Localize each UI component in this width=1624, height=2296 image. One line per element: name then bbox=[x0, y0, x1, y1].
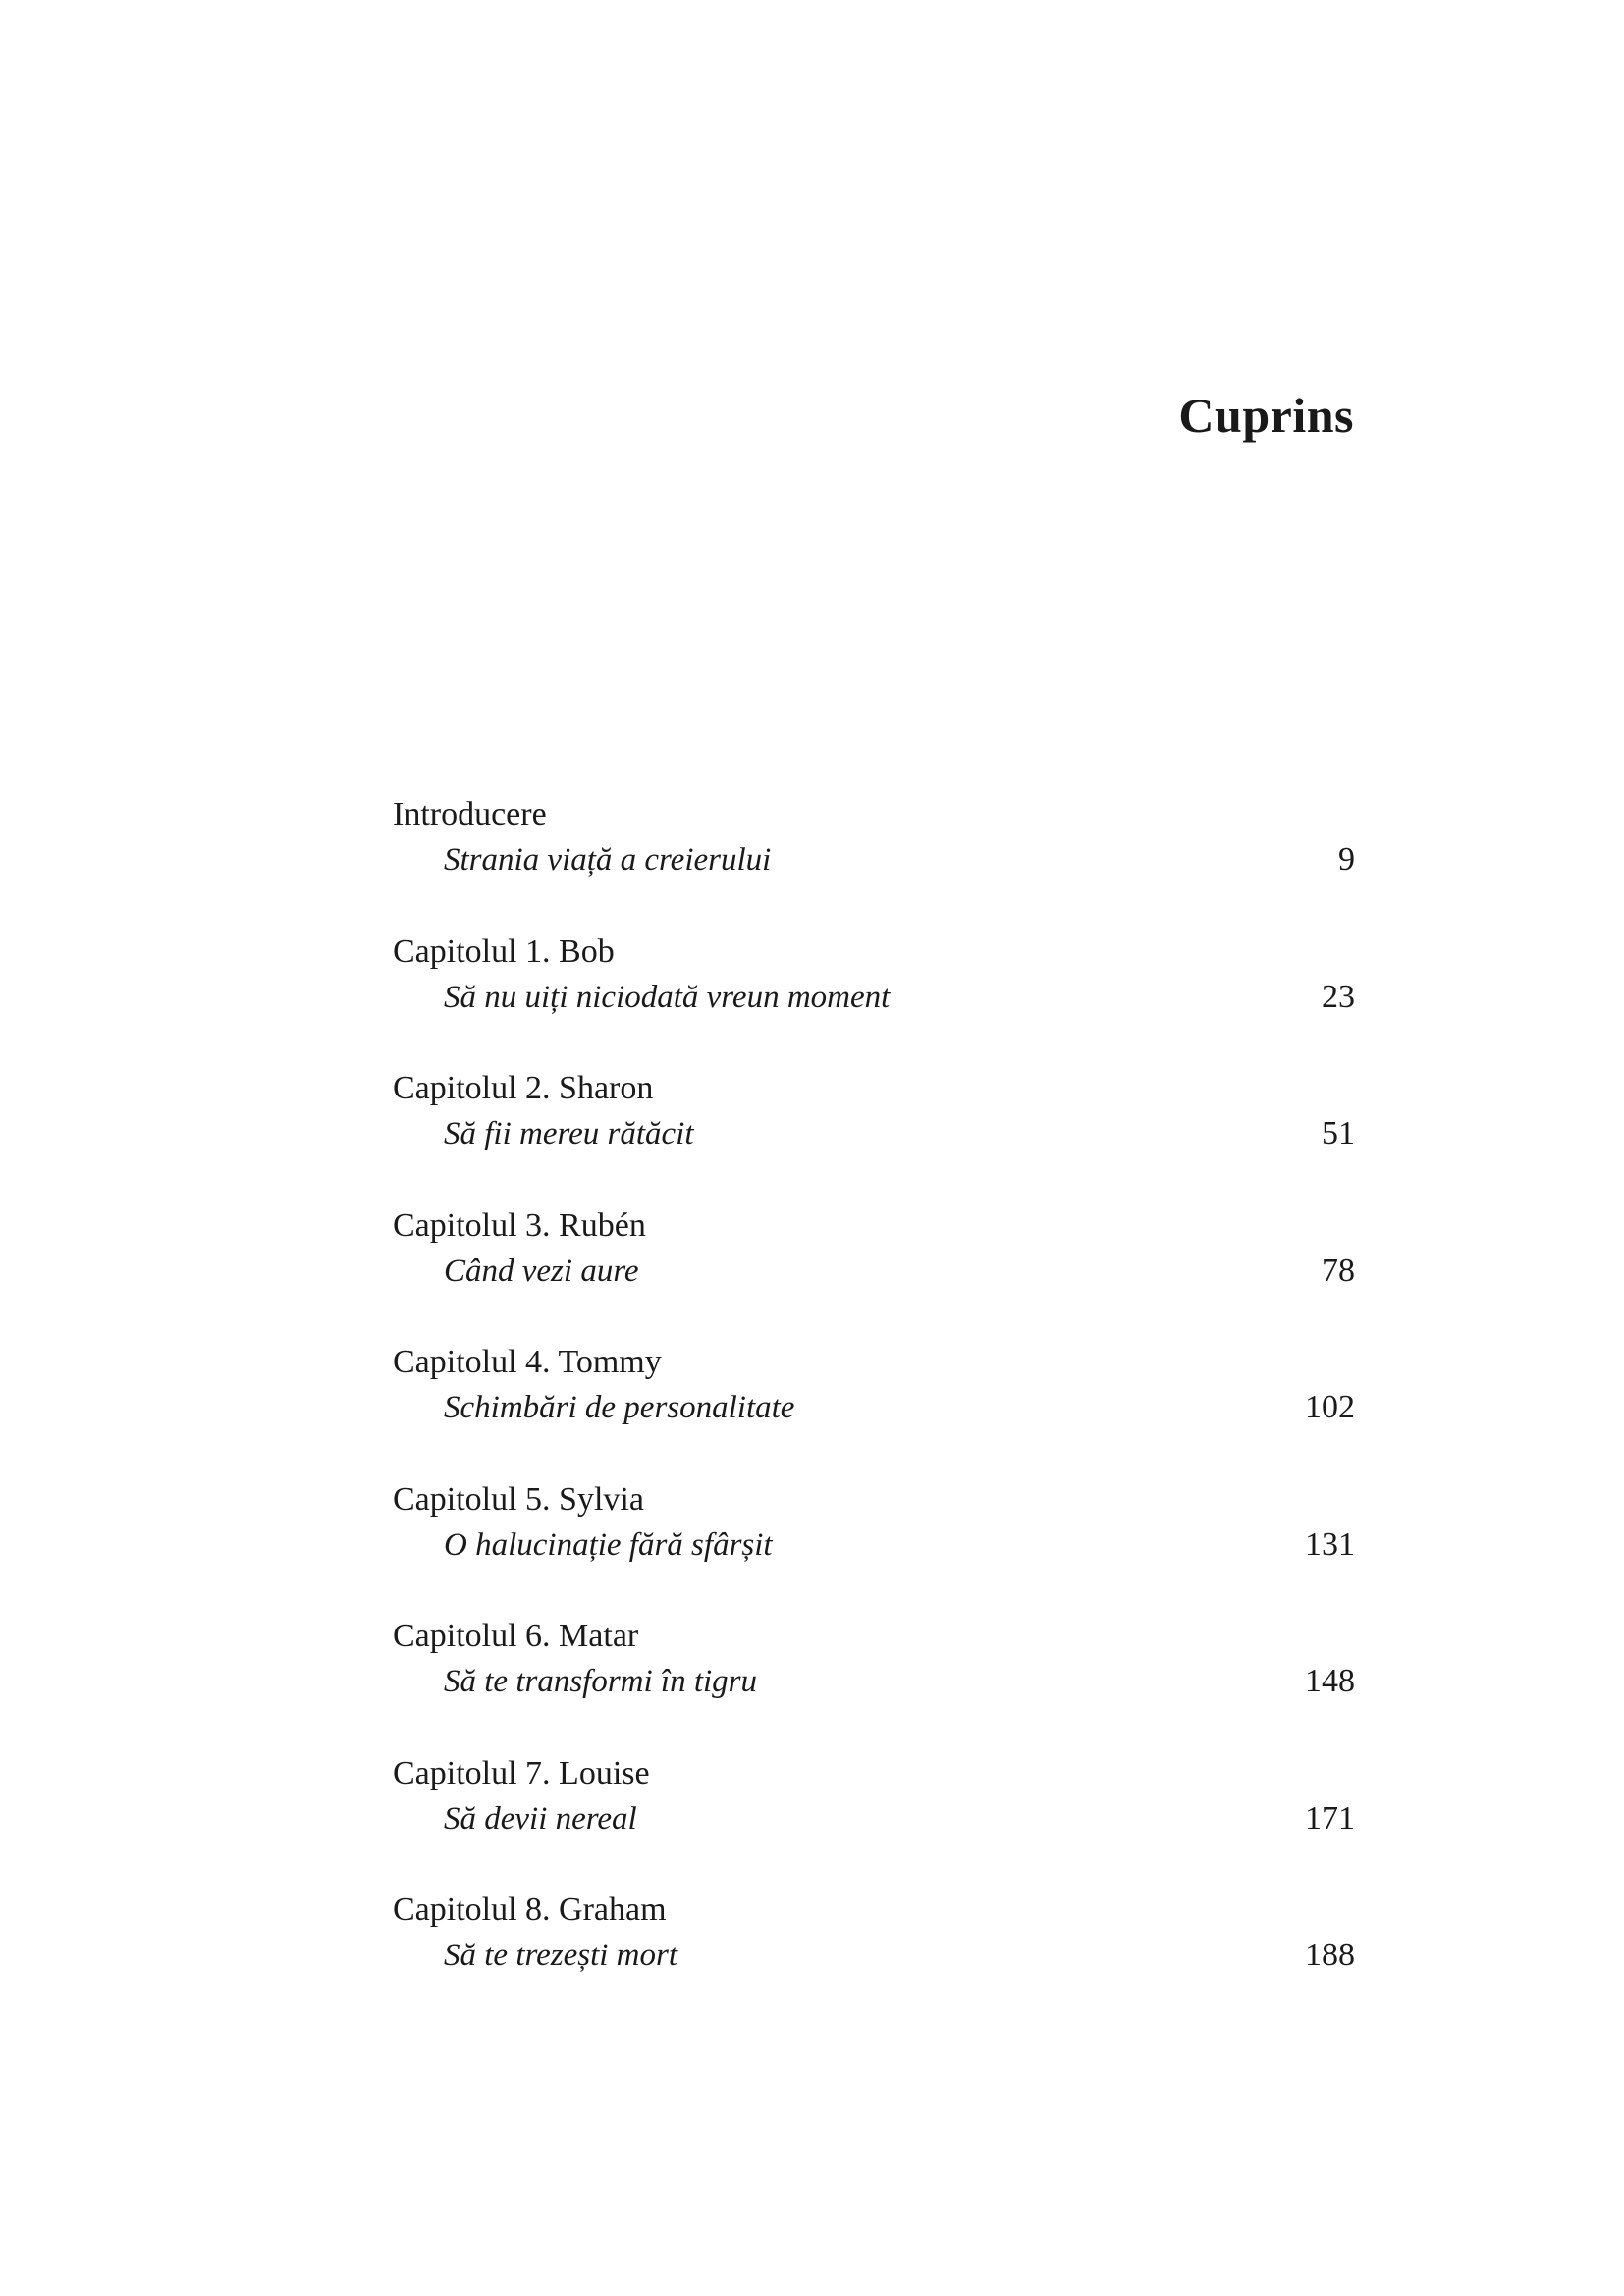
toc-entry-heading: Capitolul 4. Tommy bbox=[393, 1344, 662, 1380]
toc-entry-page-number: 171 bbox=[1305, 1799, 1355, 1837]
toc-entry-page-number: 51 bbox=[1322, 1115, 1355, 1151]
toc-entry-subtitle: Să nu uiți niciodată vreun moment bbox=[444, 979, 891, 1015]
toc-entry-chapter-4 bbox=[393, 1341, 1355, 1478]
toc-entry-chapter-6 bbox=[393, 1615, 1355, 1752]
toc-entry-subtitle: Când vezi aure bbox=[444, 1253, 639, 1289]
toc-entry-page-number: 9 bbox=[1338, 841, 1355, 878]
toc-entry-chapter-1 bbox=[393, 931, 1355, 1068]
toc-entry-heading: Capitolul 5. Sylvia bbox=[393, 1480, 644, 1518]
toc-entry-page-number: 131 bbox=[1305, 1525, 1355, 1563]
toc-entry-heading: Capitolul 8. Graham bbox=[393, 1892, 667, 1928]
toc-entry-heading: Capitolul 1. Bob bbox=[393, 933, 615, 970]
toc-entry-subtitle: Strania viață a creierului bbox=[444, 842, 772, 878]
toc-entry-subtitle: Să devii nereal bbox=[444, 1800, 637, 1837]
toc-entry-heading: Introducere bbox=[393, 796, 547, 832]
toc-entry-page-number: 148 bbox=[1305, 1663, 1355, 1699]
toc-entry-heading: Capitolul 2. Sharon bbox=[393, 1070, 654, 1106]
toc-entry-heading: Capitolul 7. Louise bbox=[393, 1754, 650, 1791]
toc-entry-page-number: 102 bbox=[1305, 1389, 1355, 1425]
toc-entry-heading: Capitolul 6. Matar bbox=[393, 1618, 639, 1654]
toc-entry-page-number: 188 bbox=[1305, 1937, 1355, 1973]
toc-entry-chapter-5 bbox=[393, 1478, 1355, 1616]
toc-entry-chapter-8 bbox=[393, 1889, 1355, 2026]
toc-entry-subtitle: Să te trezești mort bbox=[444, 1938, 678, 1973]
toc-entry-heading: Capitolul 3. Rubén bbox=[393, 1206, 646, 1244]
table-of-contents bbox=[393, 793, 1355, 2026]
toc-entry-chapter-3 bbox=[393, 1204, 1355, 1342]
toc-entry-chapter-2 bbox=[393, 1067, 1355, 1204]
toc-entry-subtitle: O halucinație fără sfârșit bbox=[444, 1526, 773, 1563]
toc-entry-subtitle: Să te transformi în tigru bbox=[444, 1664, 758, 1699]
toc-entry-chapter-7 bbox=[393, 1752, 1355, 1890]
page-title: Cuprins bbox=[1178, 388, 1354, 443]
toc-entry-subtitle: Schimbări de personalitate bbox=[444, 1390, 795, 1425]
toc-entry-page-number: 78 bbox=[1322, 1252, 1355, 1289]
toc-entry-introducere bbox=[393, 793, 1355, 931]
toc-entry-subtitle: Să fii mereu rătăcit bbox=[444, 1116, 694, 1151]
toc-entry-page-number: 23 bbox=[1322, 978, 1355, 1015]
